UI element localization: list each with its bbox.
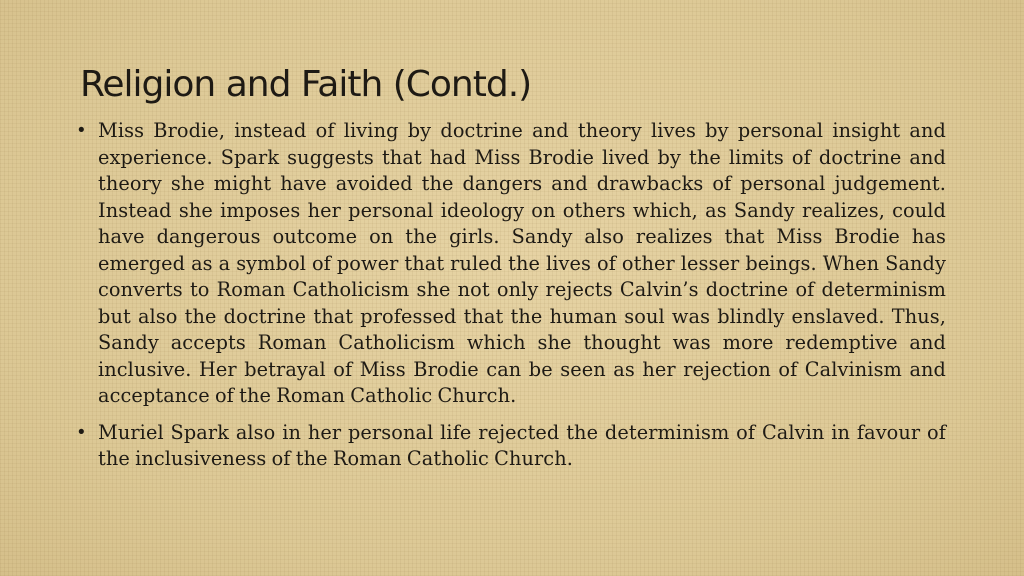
- slide-title: Religion and Faith (Contd.): [80, 64, 532, 105]
- bullet-item-2: [78, 420, 946, 473]
- bullet-dot-icon: •: [78, 120, 85, 141]
- bullet-item-1: [78, 118, 946, 410]
- bullet-text-2: Muriel Spark also in her personal life rejected the determinism of Calvin in favour of the inclusiveness of the Roman Catholic Church.: [98, 420, 946, 470]
- bullet-text-1: Miss Brodie, instead of living by doctrine and theory lives by personal insight and experience. Spark suggests that had Miss Brodie lived by the limits of doctrine and theory she might have avoided the dangers and drawbacks of personal judgement. Instead she imposes her personal ideology on others which, as Sandy realizes, could have dangerous outcome on the girls. Sandy also realizes that Miss Brodie has emerged as a symbol of power that ruled the lives of other lesser beings. When Sandy converts to Roman Catholicism she not only rejects Calvin’s doctrine of determinism but also the doctrine that professed that the human soul was blindly enslaved. Thus, Sandy accepts Roman Catholicism which she thought was more redemptive and inclusive. Her betrayal of Miss Brodie can be seen as her rejection of Calvinism and acceptance of the Roman Catholic Church.: [98, 119, 946, 407]
- bullet-dot-icon: •: [78, 421, 85, 443]
- bullet-list: [78, 118, 946, 483]
